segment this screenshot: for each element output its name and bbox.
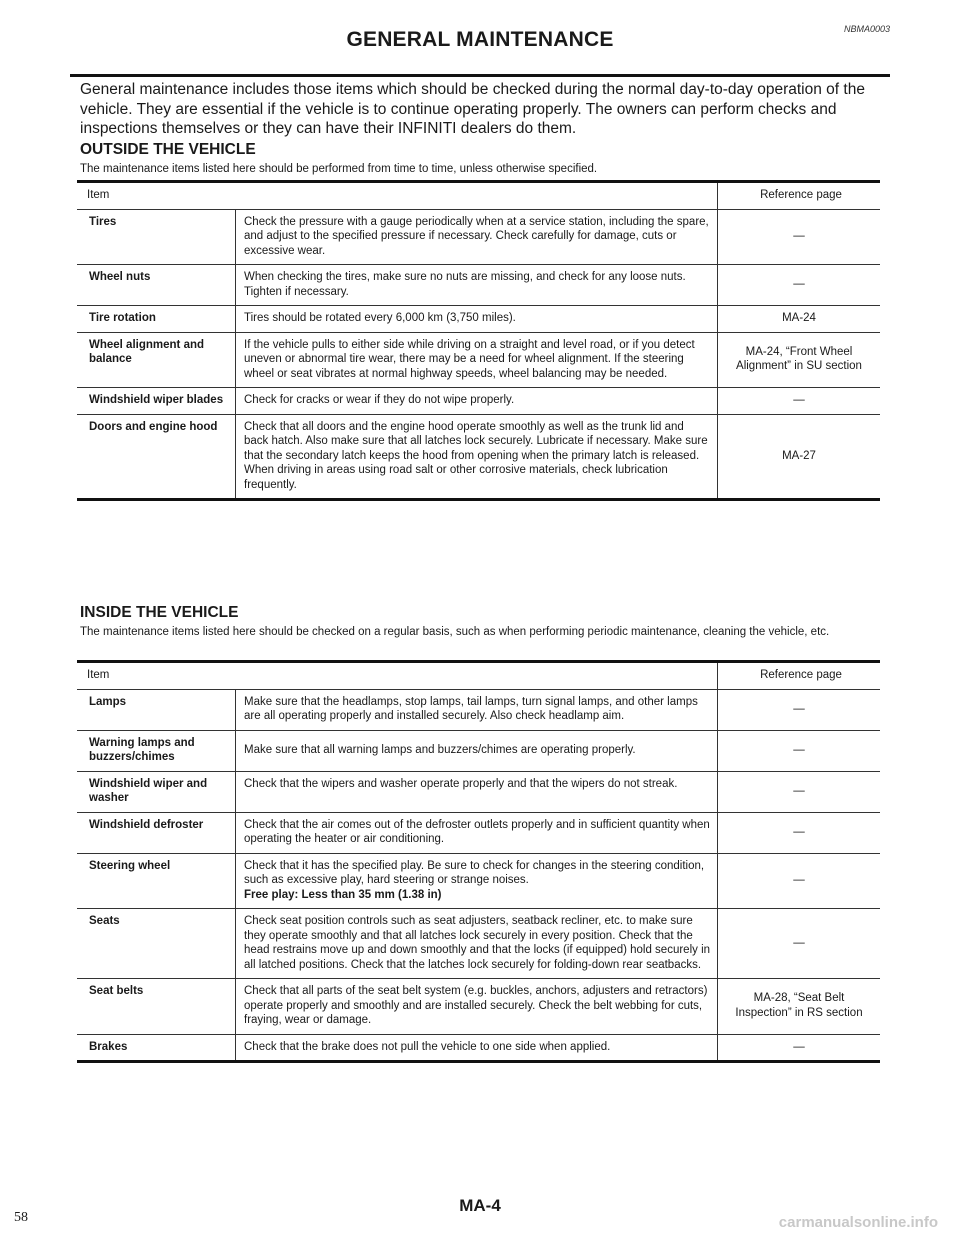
- inside-header-row: [77, 662, 880, 690]
- outside-table: [77, 180, 880, 501]
- row-desc: When checking the tires, make sure no nuts are missing, and check for any loose nuts. Tighten if necessary.: [236, 265, 718, 306]
- row-desc: [236, 414, 718, 500]
- row-desc: Check for cracks or wear if they do not wipe properly.: [236, 388, 718, 415]
- row-desc: Check the pressure with a gauge periodically when at a service station, including the spare, and adjust to the specified pressure if necessary. Check carefully for damage, cuts or excessive wear.: [236, 209, 718, 265]
- table-row: [77, 332, 880, 388]
- inside-col-item: Item: [77, 662, 718, 690]
- table-row: [77, 853, 880, 909]
- row-ref: —: [718, 265, 881, 306]
- row-ref: —: [718, 730, 881, 771]
- table-row: [77, 1034, 880, 1062]
- row-item: Brakes: [77, 1034, 236, 1062]
- row-desc: Check seat position controls such as seat adjusters, seatback recliner, etc. to make sure they operate smoothly and that all latches lock securely in every position. Check that the head restrains move up and down smoothly and that the locks (if equipped) hold securely in all latched positions. Check that the latches lock securely for folding-down rear seatbacks.: [236, 909, 718, 979]
- inside-subtext: The maintenance items listed here should be checked on a regular basis, such as when performing periodic maintenance, cleaning the vehicle, etc.: [80, 626, 830, 638]
- row-ref: MA-28, “Seat Belt Inspection” in RS section: [718, 979, 881, 1035]
- row-item: Steering wheel: [77, 853, 236, 909]
- row-desc: Check that all parts of the seat belt system (e.g. buckles, anchors, adjusters and retractors) operate properly and smoothly and are installed securely. Check the belt webbing for cuts, fraying, wear or damage.: [236, 979, 718, 1035]
- outside-header-row: [77, 182, 880, 210]
- table-row: [77, 414, 880, 500]
- row-item: Seats: [77, 909, 236, 979]
- table-row: [77, 812, 880, 853]
- row-desc: [236, 853, 718, 909]
- outside-subtext: The maintenance items listed here should be performed from time to time, unless otherwise specified.: [80, 163, 598, 175]
- row-item: Doors and engine hood: [77, 414, 236, 500]
- row-ref: MA-24: [718, 306, 881, 333]
- row-ref: —: [718, 209, 881, 265]
- page-label: MA-4: [459, 1196, 501, 1215]
- outside-col-ref: Reference page: [718, 182, 881, 210]
- inside-heading: INSIDE THE VEHICLE: [80, 604, 239, 621]
- row-desc: Check that the air comes out of the defroster outlets properly and in sufficient quantity when operating the heater or air conditioning.: [236, 812, 718, 853]
- row-item: Tire rotation: [77, 306, 236, 333]
- inside-table: [77, 660, 880, 1063]
- row-ref: —: [718, 689, 881, 730]
- row-ref: —: [718, 771, 881, 812]
- row-item: Wheel nuts: [77, 265, 236, 306]
- page-title: GENERAL MAINTENANCE: [346, 28, 614, 51]
- table-row: [77, 909, 880, 979]
- row-item: Tires: [77, 209, 236, 265]
- row-item: Lamps: [77, 689, 236, 730]
- row-desc-text: Check that it has the specified play. Be sure to check for changes in the steering condition, such as excessive play, hard steering or strange noises.: [244, 859, 705, 886]
- row-ref: —: [718, 909, 881, 979]
- table-row: [77, 689, 880, 730]
- table-row: [77, 265, 880, 306]
- row-ref: —: [718, 812, 881, 853]
- row-ref: MA-27: [718, 414, 881, 500]
- row-ref: —: [718, 1034, 881, 1062]
- row-desc-note: When driving in areas using road salt or other corrosive materials, check lubrication frequently.: [244, 464, 668, 491]
- row-ref: —: [718, 853, 881, 909]
- title-rule: [70, 74, 890, 77]
- row-ref: —: [718, 388, 881, 415]
- row-desc: Check that the brake does not pull the vehicle to one side when applied.: [236, 1034, 718, 1062]
- row-desc-text: Check that all doors and the engine hood operate smoothly as well as the trunk lid and back hatch. Also make sure that all latches lock securely. Lubricate if necessary. Make sure that the secondary latch keeps the hood from opening when the primary latch is released.: [244, 420, 708, 462]
- table-row: [77, 979, 880, 1035]
- row-desc: Make sure that the headlamps, stop lamps, tail lamps, turn signal lamps, and other lamps are all operating properly and installed securely. Also check headlamp aim.: [236, 689, 718, 730]
- row-item: Wheel alignment and balance: [77, 332, 236, 388]
- row-ref: MA-24, “Front Wheel Alignment” in SU section: [718, 332, 881, 388]
- row-desc: Check that the wipers and washer operate properly and that the wipers do not streak.: [236, 771, 718, 812]
- row-desc: If the vehicle pulls to either side while driving on a straight and level road, or if you detect uneven or abnormal tire wear, there may be a need for wheel alignment. If the steering wheel or seat vibrates at normal highway speeds, wheel balancing may be needed.: [236, 332, 718, 388]
- table-row: [77, 209, 880, 265]
- row-item: Windshield wiper and washer: [77, 771, 236, 812]
- outside-heading: OUTSIDE THE VEHICLE: [80, 141, 256, 158]
- free-play-spec: Free play: Less than 35 mm (1.38 in): [244, 888, 442, 901]
- row-item: Windshield wiper blades: [77, 388, 236, 415]
- table-row: [77, 388, 880, 415]
- row-item: Windshield defroster: [77, 812, 236, 853]
- intro-paragraph: General maintenance includes those items which should be checked during the normal day-to-day operation of the vehicle. They are essential if the vehicle is to continue operating properly. The owners can perform checks and inspections themselves or they can have their INFINITI dealers do them.: [80, 81, 865, 137]
- table-row: [77, 730, 880, 771]
- outside-col-item: Item: [77, 182, 718, 210]
- watermark: carmanualsonline.info: [778, 1214, 938, 1231]
- document-code: NBMA0003: [843, 24, 890, 34]
- page-number: 58: [14, 1210, 28, 1225]
- row-desc: Make sure that all warning lamps and buzzers/chimes are operating properly.: [236, 730, 718, 771]
- inside-col-ref: Reference page: [718, 662, 881, 690]
- row-desc: Tires should be rotated every 6,000 km (3,750 miles).: [236, 306, 718, 333]
- table-row: [77, 771, 880, 812]
- row-item: Warning lamps and buzzers/chimes: [77, 730, 236, 771]
- row-item: Seat belts: [77, 979, 236, 1035]
- table-row: [77, 306, 880, 333]
